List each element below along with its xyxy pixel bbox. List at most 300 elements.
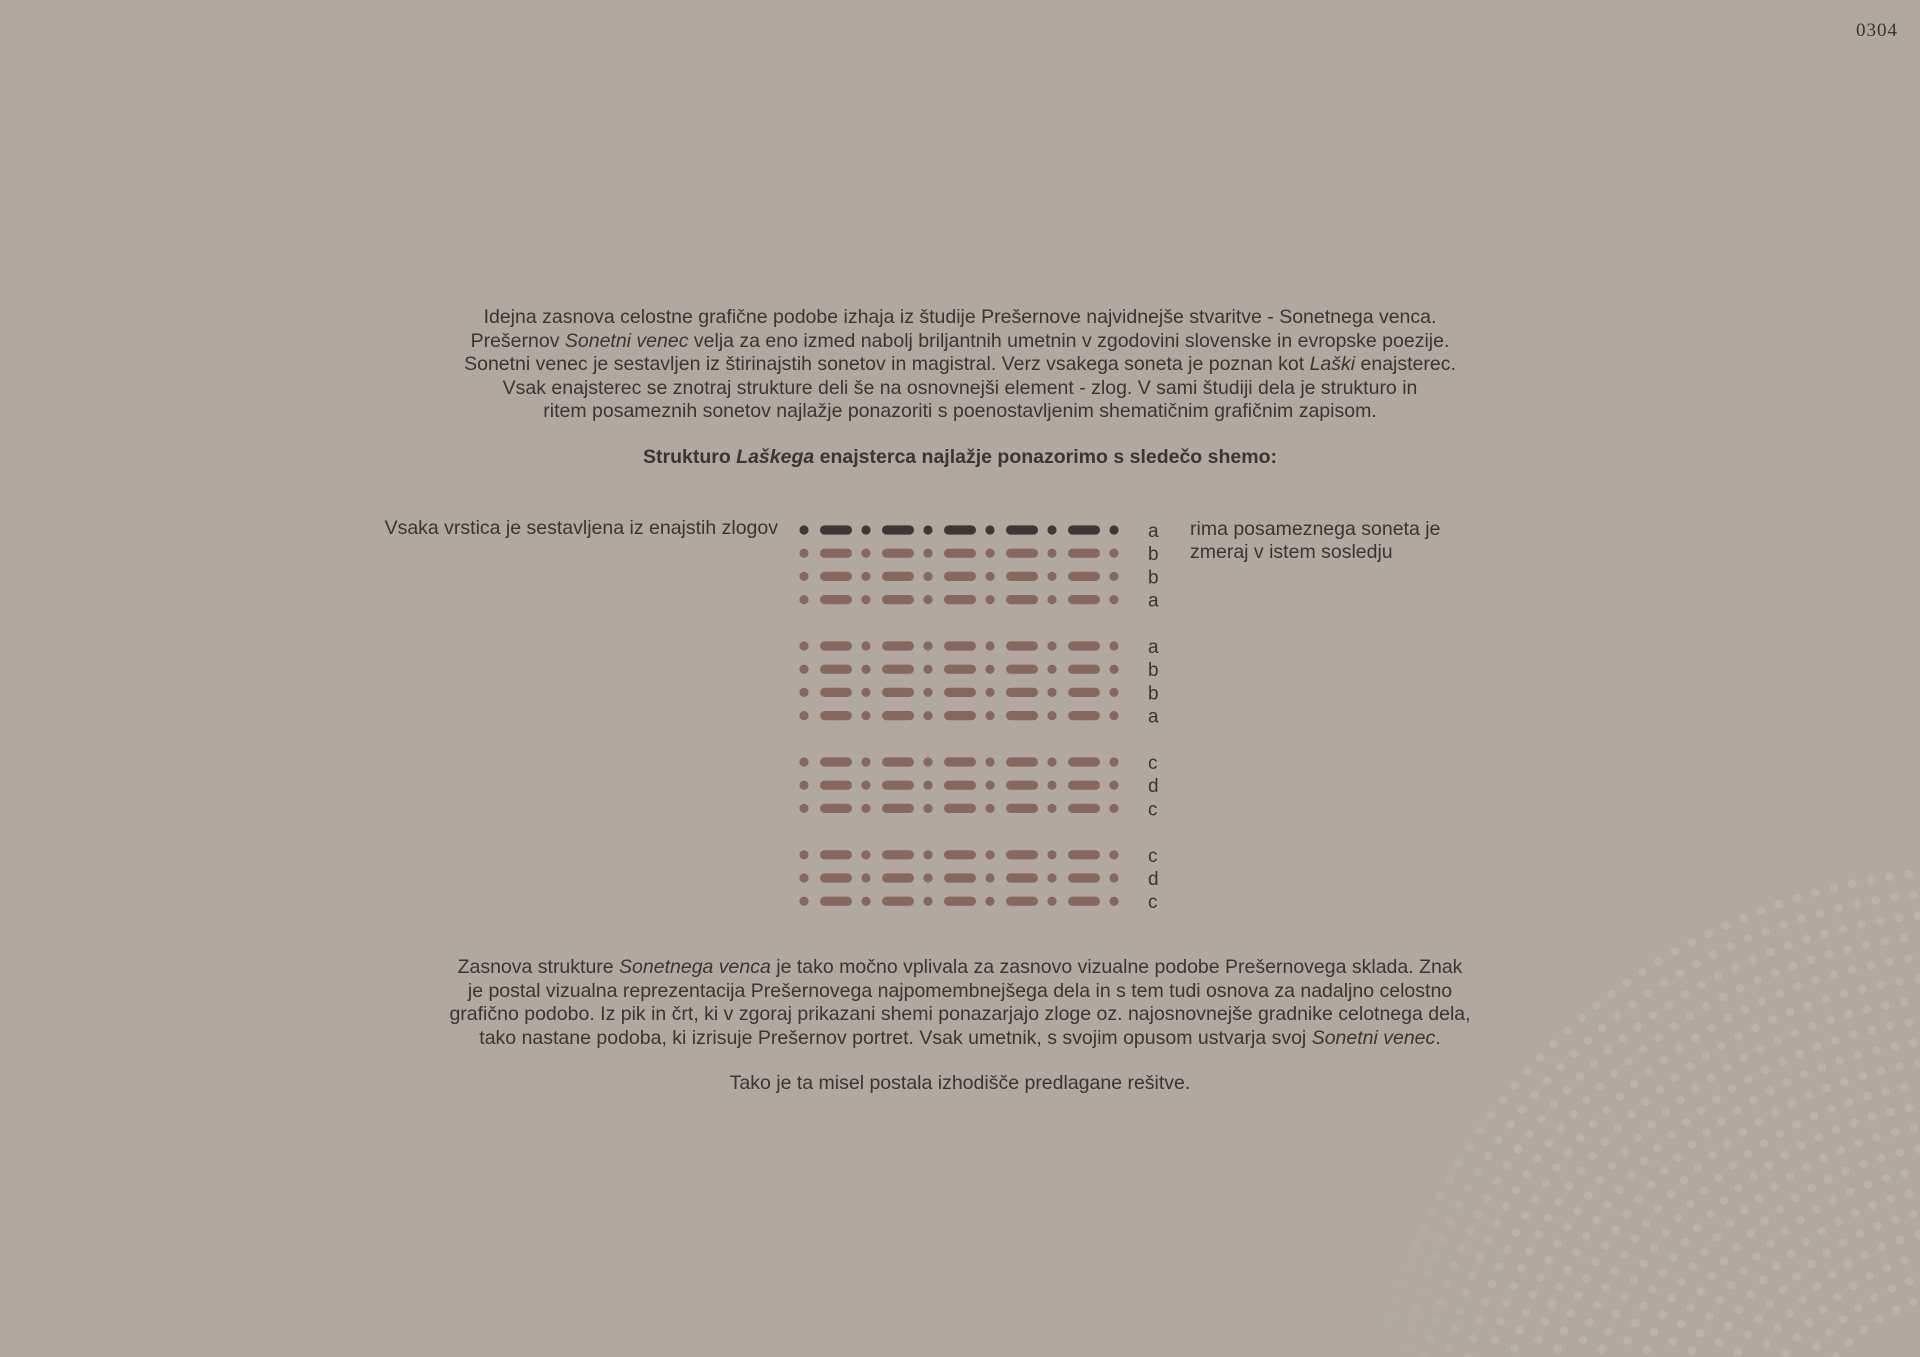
syllable-dot: [1047, 641, 1056, 650]
decor-dot: [1536, 1053, 1545, 1062]
decor-dot: [1716, 1296, 1725, 1305]
text-run: Strukturo: [643, 446, 737, 468]
decor-dot: [1702, 1002, 1711, 1011]
syllable-dash: [1068, 804, 1100, 813]
decor-dot: [1686, 1012, 1695, 1021]
decor-dot: [1593, 1300, 1602, 1309]
decor-dot: [1802, 1163, 1811, 1172]
paragraph-line: [360, 1027, 1560, 1051]
decor-dot: [1671, 1073, 1680, 1082]
syllable-dot: [1047, 757, 1056, 766]
syllable-dot: [1109, 757, 1118, 766]
decor-dot: [1620, 1292, 1629, 1301]
decor-dot: [1846, 1188, 1855, 1197]
decor-dot: [1692, 959, 1701, 968]
decor-dot: [1676, 969, 1685, 978]
decor-dot: [1746, 1229, 1755, 1238]
syllable-dash: [882, 711, 914, 720]
verse-line: [799, 525, 1118, 534]
decor-dot: [1735, 1305, 1744, 1314]
decor-dot: [1877, 981, 1886, 990]
syllable-dot: [985, 757, 994, 766]
decor-dot: [1464, 1184, 1473, 1193]
decor-dot: [1667, 1190, 1676, 1199]
decor-dot: [1739, 1053, 1748, 1062]
decor-dot: [1450, 1325, 1459, 1334]
syllable-dot: [1109, 850, 1118, 859]
syllable-dash: [820, 804, 852, 813]
syllable-dot: [799, 665, 808, 674]
syllable-dot: [1109, 897, 1118, 906]
decor-dot: [1805, 1091, 1814, 1100]
decor-dot: [1714, 972, 1723, 981]
decor-dot: [1702, 1128, 1711, 1137]
decor-dot: [1476, 1127, 1485, 1136]
intro-paragraph: [360, 306, 1560, 424]
decor-dot: [1627, 1171, 1636, 1180]
decor-dot: [1765, 1161, 1774, 1170]
decor-dot: [1585, 1318, 1594, 1327]
decor-dot: [1629, 1276, 1638, 1285]
decor-dot: [1807, 1260, 1816, 1269]
decor-dot: [1752, 1252, 1761, 1261]
decor-dot: [1510, 1281, 1519, 1290]
decor-dot: [1677, 1320, 1686, 1329]
syllable-dot: [1047, 665, 1056, 674]
decor-dot: [1858, 1071, 1867, 1080]
syllable-dot: [985, 804, 994, 813]
decor-dot: [1582, 1232, 1591, 1241]
decor-dot: [1727, 1281, 1736, 1290]
decor-dot: [1535, 1230, 1544, 1239]
syllable-dot: [1047, 873, 1056, 882]
decor-dot: [1450, 1262, 1459, 1271]
decor-dot: [1443, 1279, 1452, 1288]
decor-dot: [1682, 1118, 1691, 1127]
decor-dot: [1749, 955, 1758, 964]
decor-dot: [1785, 1309, 1794, 1318]
decor-dot: [1603, 1201, 1612, 1210]
decor-dot: [1502, 1202, 1511, 1211]
decor-dot: [1723, 1139, 1732, 1148]
syllable-dash: [1068, 595, 1100, 604]
syllable-dot: [923, 897, 932, 906]
decor-dot: [1819, 1305, 1828, 1314]
decor-dot: [1904, 955, 1913, 964]
decor-dot: [1779, 920, 1788, 929]
decor-dot: [1503, 1299, 1512, 1308]
decor-dot: [1495, 1136, 1504, 1145]
decor-dot: [1642, 1345, 1651, 1354]
syllable-dash: [1006, 804, 1038, 813]
decor-dot: [1845, 1338, 1854, 1347]
syllable-dot: [1109, 525, 1118, 534]
decor-dot: [1697, 981, 1706, 990]
decor-dot: [1412, 1306, 1421, 1315]
decor-dot: [1870, 1293, 1879, 1302]
syllable-dash: [820, 641, 852, 650]
decor-dot: [1614, 1124, 1623, 1133]
decor-dot: [1776, 989, 1785, 998]
rhyme-letter: c: [1148, 753, 1158, 774]
text-run: enajsterca najlažje ponazorimo s sledečo shemo:: [814, 446, 1277, 468]
decor-dot: [1569, 1110, 1578, 1119]
decor-dot: [1427, 1209, 1436, 1218]
decor-dot: [1680, 1176, 1689, 1185]
decor-dot: [1786, 1172, 1795, 1181]
decor-dot: [1872, 1046, 1881, 1055]
verse-line: [799, 757, 1118, 766]
decor-dot: [1732, 1243, 1741, 1252]
decor-dot: [1776, 1129, 1785, 1138]
syllable-dot: [1047, 549, 1056, 558]
decor-dot: [1670, 1022, 1679, 1031]
text-run: tako nastane podoba, ki izrisuje Prešernov portret. Vsak umetnik, s svojim opusom ustvarja svoj: [479, 1026, 1312, 1049]
syllable-dot: [923, 549, 932, 558]
decor-dot: [1773, 1324, 1782, 1333]
syllable-dash: [820, 572, 852, 581]
decor-dot: [1612, 1225, 1621, 1234]
decor-dot: [1854, 1303, 1863, 1312]
decor-dot: [1474, 1210, 1483, 1219]
sonnet-rhythm-scheme: [790, 515, 1170, 915]
decor-dot: [1728, 1085, 1737, 1094]
syllable-dot: [799, 873, 808, 882]
decor-dot: [1812, 1205, 1821, 1214]
decor-dot: [1751, 1023, 1760, 1032]
decor-dot: [1791, 1194, 1800, 1203]
decor-dot: [1545, 1139, 1554, 1148]
decor-dot: [1696, 1329, 1705, 1338]
italic-title: Sonetni venec: [564, 329, 689, 352]
decor-dot: [1645, 1067, 1654, 1076]
decor-dot: [1804, 1001, 1813, 1010]
decor-dot: [1557, 1124, 1566, 1133]
decor-dot: [1900, 1169, 1909, 1178]
verse-line: [799, 873, 1118, 882]
syllable-dash: [944, 757, 976, 766]
decor-dot: [1512, 1228, 1521, 1237]
syllable-dot: [985, 873, 994, 882]
decor-dot: [1914, 911, 1920, 920]
decor-dot: [1610, 1069, 1619, 1078]
intro-line: Vsak enajsterec se znotraj strukture deli še na osnovnejši element - zlog. V sami študiji dela je strukturo in: [502, 376, 1418, 399]
syllable-dash: [1068, 525, 1100, 534]
syllable-dot: [799, 897, 808, 906]
decor-dot: [1781, 1151, 1790, 1160]
decor-dot: [1570, 1049, 1579, 1058]
decor-dot: [1665, 1001, 1674, 1010]
decor-dot: [1757, 906, 1766, 915]
decor-dot: [1522, 1170, 1531, 1179]
decor-dot: [1755, 1194, 1764, 1203]
decor-dot: [1896, 1236, 1905, 1245]
decor-dot: [1560, 1327, 1569, 1336]
decor-dot: [1807, 1184, 1816, 1193]
decor-dot: [1576, 1134, 1585, 1143]
decor-dot: [1786, 1008, 1795, 1017]
syllable-dash: [1068, 711, 1100, 720]
decor-dot: [1550, 1100, 1559, 1109]
decor-dot: [1426, 1334, 1435, 1343]
syllable-dash: [944, 850, 976, 859]
decor-dot: [1792, 1120, 1801, 1129]
syllable-dot: [799, 804, 808, 813]
decor-dot: [1623, 1336, 1632, 1345]
decor-dot: [1802, 1238, 1811, 1247]
decor-dot: [1484, 1151, 1493, 1160]
syllable-dot: [923, 688, 932, 697]
syllable-dash: [882, 897, 914, 906]
decor-dot: [1671, 947, 1680, 956]
syllable-dot: [923, 757, 932, 766]
verse-line: [799, 665, 1118, 674]
decor-dot: [1766, 1239, 1775, 1248]
decor-dot: [1445, 1175, 1454, 1184]
decor-dot: [1446, 1218, 1455, 1227]
verse-line: [799, 572, 1118, 581]
decor-dot: [1895, 914, 1904, 923]
decor-dot: [1624, 1057, 1633, 1066]
decor-dot: [1909, 1039, 1918, 1048]
syllable-dash: [820, 781, 852, 790]
decor-dot: [1661, 1108, 1670, 1117]
decor-dot: [1787, 1249, 1796, 1258]
decor-dot: [1886, 1022, 1895, 1031]
decor-dot: [1495, 1262, 1504, 1271]
decor-dot: [1631, 1234, 1640, 1243]
syllable-dash: [1068, 549, 1100, 558]
decor-dot: [1857, 920, 1866, 929]
decor-dot: [1813, 1282, 1822, 1291]
decor-dot: [1807, 956, 1816, 965]
decor-dot: [1837, 1146, 1846, 1155]
italic-title: Sonetnega venca: [619, 956, 771, 978]
decor-dot: [1647, 1120, 1656, 1129]
verse-line: [799, 850, 1118, 859]
decor-dot: [1823, 1249, 1832, 1258]
decor-dot: [1714, 1173, 1723, 1182]
syllable-dash: [1006, 757, 1038, 766]
syllable-dash: [882, 665, 914, 674]
decor-dot: [1675, 1044, 1684, 1053]
syllable-dash: [882, 850, 914, 859]
decor-dot: [1867, 1026, 1876, 1035]
decor-dot: [1613, 1012, 1622, 1021]
decor-dot: [1863, 1092, 1872, 1101]
decor-dot: [1796, 1216, 1805, 1225]
conclusion-paragraph: [360, 1072, 1560, 1096]
decor-dot: [1598, 1024, 1607, 1033]
decor-dot: [1526, 1247, 1535, 1256]
decor-dot: [1910, 1298, 1919, 1307]
syllable-label: Vsaka vrstica je sestavljena iz enajstih zlogov: [384, 517, 778, 539]
decor-dot: [1863, 1005, 1872, 1014]
decor-dot: [1506, 1120, 1515, 1129]
decor-dot: [1800, 1070, 1809, 1079]
decor-dot: [1834, 904, 1843, 913]
syllable-dot: [1047, 850, 1056, 859]
decor-dot: [1517, 1264, 1526, 1273]
decor-dot: [1723, 1063, 1732, 1072]
syllable-dot: [923, 641, 932, 650]
decor-dot: [1596, 1082, 1605, 1091]
decor-dot: [1545, 1256, 1554, 1265]
text-run: .: [1435, 1026, 1441, 1049]
decor-dot: [1805, 1319, 1814, 1328]
decor-dot: [1579, 1336, 1588, 1345]
decor-dot: [1905, 1277, 1914, 1286]
decor-dot: [1881, 937, 1890, 946]
decor-dot: [1759, 1276, 1768, 1285]
decor-dot: [1431, 1316, 1440, 1325]
decor-dot: [1697, 1106, 1706, 1115]
syllable-dash: [820, 595, 852, 604]
decor-dot: [1510, 1344, 1519, 1353]
decor-dot: [1608, 1161, 1617, 1170]
decor-dot: [1720, 1196, 1729, 1205]
syllable-dash: [944, 525, 976, 534]
scheme-heading: [360, 446, 1560, 469]
decor-dot: [1529, 1291, 1538, 1300]
decor-dot: [1406, 1325, 1415, 1334]
decor-dot: [1647, 1180, 1656, 1189]
syllable-dot: [1047, 688, 1056, 697]
decor-dot: [1895, 1148, 1904, 1157]
page-number: 0304: [1856, 20, 1898, 41]
decor-dot: [1582, 1096, 1591, 1105]
decor-dot: [1514, 1145, 1523, 1154]
decor-dot: [1552, 1163, 1561, 1172]
syllable-dash: [1068, 665, 1100, 674]
decor-dot: [1914, 1230, 1920, 1239]
decor-dot: [1688, 1141, 1697, 1150]
syllable-dash: [820, 665, 852, 674]
decor-dot: [1905, 1189, 1914, 1198]
decor-dot: [1886, 872, 1895, 881]
decor-dot: [1649, 1011, 1658, 1020]
syllable-dot: [799, 595, 808, 604]
decor-dot: [1438, 1235, 1447, 1244]
decor-dot: [1644, 989, 1653, 998]
decor-dot: [1812, 1343, 1821, 1352]
syllable-dot: [1047, 897, 1056, 906]
syllable-dash: [944, 572, 976, 581]
syllable-dot: [923, 873, 932, 882]
decor-dot: [1398, 1279, 1407, 1288]
rhyme-label-line: rima posameznega soneta je: [1190, 518, 1441, 540]
decor-dot: [1868, 1112, 1877, 1121]
decor-dot: [1640, 1157, 1649, 1166]
decor-dot: [1760, 1217, 1769, 1226]
decor-dot: [1766, 1300, 1775, 1309]
decor-dot: [1854, 1051, 1863, 1060]
decor-dot: [1859, 1326, 1868, 1335]
syllable-dash: [1006, 711, 1038, 720]
italic-title: Sonetni venec: [1311, 1026, 1436, 1049]
decor-dot: [1700, 1186, 1709, 1195]
decor-dot: [1484, 1236, 1493, 1245]
decor-dot: [1648, 1285, 1657, 1294]
decor-dot: [1791, 1029, 1800, 1038]
decor-dot: [1591, 1258, 1600, 1267]
syllable-dash: [1068, 688, 1100, 697]
decor-dot: [1788, 1099, 1797, 1108]
decor-dot: [1762, 1340, 1771, 1349]
decor-dot: [1753, 976, 1762, 985]
decor-dot: [1518, 1105, 1527, 1114]
syllable-dot: [861, 850, 870, 859]
decor-dot: [1871, 896, 1880, 905]
decor-dot: [1873, 1222, 1882, 1231]
italic-term: Laški: [1309, 353, 1356, 375]
syllable-dash: [820, 549, 852, 558]
decor-dot: [1522, 1308, 1531, 1317]
syllable-dash: [882, 804, 914, 813]
decor-dot: [1578, 1014, 1587, 1023]
decor-dot: [1832, 1125, 1841, 1134]
decor-dot: [1445, 1343, 1454, 1352]
decor-dot: [1761, 1066, 1770, 1075]
syllable-dot: [985, 549, 994, 558]
syllable-dot: [985, 781, 994, 790]
decor-dot: [1387, 1316, 1396, 1325]
syllable-dot: [985, 665, 994, 674]
decor-dot: [1741, 1005, 1750, 1014]
decor-dot: [1630, 1079, 1639, 1088]
decor-dot: [1658, 1269, 1667, 1278]
syllable-dot: [1109, 711, 1118, 720]
decor-dot: [1770, 1183, 1779, 1192]
decor-dot: [1886, 1195, 1895, 1204]
syllable-dot: [861, 897, 870, 906]
decor-dot: [1719, 993, 1728, 1002]
decor-dot: [1813, 1042, 1822, 1051]
decor-dot: [1829, 1196, 1838, 1205]
syllable-dash: [882, 688, 914, 697]
decor-dot: [1650, 1244, 1659, 1253]
syllable-dot: [1109, 595, 1118, 604]
decor-dot: [1572, 1248, 1581, 1257]
decor-dot: [1808, 1022, 1817, 1031]
decor-dot: [1811, 888, 1820, 897]
decor-dot: [1436, 1192, 1445, 1201]
syllable-dot: [799, 850, 808, 859]
decor-dot: [1775, 900, 1784, 909]
syllable-dot: [799, 525, 808, 534]
decor-dot: [1744, 934, 1753, 943]
decor-dot: [1795, 1049, 1804, 1058]
decor-dot: [1789, 962, 1798, 971]
decor-dot: [1512, 1186, 1521, 1195]
decor-dot: [1455, 1158, 1464, 1167]
syllable-dot: [799, 688, 808, 697]
decor-dot: [1631, 1319, 1640, 1328]
syllable-dash: [882, 873, 914, 882]
decor-dot: [1849, 1282, 1858, 1291]
decor-dot: [1419, 1226, 1428, 1235]
syllable-dot: [1047, 804, 1056, 813]
decor-dot: [1722, 921, 1731, 930]
decor-dot: [1749, 1172, 1758, 1181]
decor-dot: [1601, 1283, 1610, 1292]
verse-line: [799, 688, 1118, 697]
text-run: enajsterec.: [1355, 353, 1456, 375]
syllable-dash: [1068, 572, 1100, 581]
rhyme-letter: c: [1148, 892, 1158, 914]
decor-dot: [1541, 1317, 1550, 1326]
syllable-dot: [861, 781, 870, 790]
